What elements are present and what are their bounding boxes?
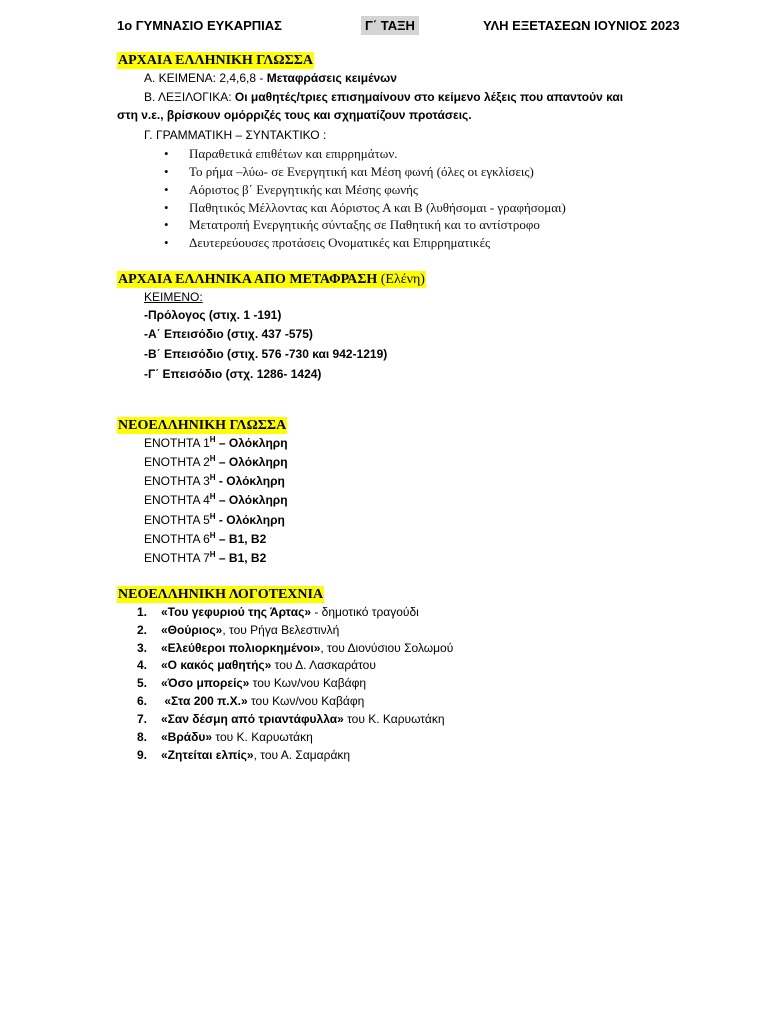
unit-row: ΕΝΟΤΗΤΑ $3^H$ - Ολόκληρη <box>144 473 285 488</box>
work-title: «Όσο μπορείς» <box>161 676 250 690</box>
bullet-icon: • <box>164 164 169 179</box>
unit-label: ΕΝΟΤΗΤΑ 1 <box>144 436 210 450</box>
vocab-line-2: στη ν.ε., βρίσκουν ομόρριζές τους και σχηματίζουν προτάσεις. <box>117 108 472 122</box>
texts-label: Α. ΚΕΙΜΕΝΑ: 2,4,6,8 - <box>144 71 264 85</box>
unit-content: - Ολόκληρη <box>215 513 285 527</box>
bullet-icon: • <box>164 182 169 197</box>
grammar-label: Γ. ΓΡΑΜΜΑΤΙΚΗ – ΣΥΝΤΑΚΤΙΚΟ : <box>144 128 327 142</box>
bullet-icon: • <box>164 200 169 215</box>
work-title: «Σαν δέσμη από τριαντάφυλλα» <box>161 712 344 726</box>
unit-row: ΕΝΟΤΗΤΑ $7^H - B1$, Β2 <box>144 550 267 565</box>
work-title: «Θούριος» <box>161 623 223 637</box>
literature-item: 8. «Βράδυ» του Κ. Καρυωτάκη <box>137 730 313 744</box>
class-label: Γ΄ ΤΑΞΗ <box>361 16 419 35</box>
work-author: του Κ. Καρυωτάκη <box>343 712 445 726</box>
unit-content: - Ολόκληρη <box>215 474 285 488</box>
unit-label: ΕΝΟΤΗΤΑ 3 <box>144 474 210 488</box>
document-page: 1ο ΓΥΜΝΑΣΙΟ ΕΥΚΑΡΠΙΑΣ Γ΄ ΤΑΞΗ ΥΛΗ ΕΞΕΤΑΣΕΩΝ ΙΟΥΝΙΟΣ 2023 ΑΡΧΑΙΑ ΕΛΛΗΝΙΚΗ ΓΛΩΣΣΑ Α. ΚΕΙΜΕΝΑ: 2,4,6,8 - Μεταφράσεις κειμένων Β. ΛΕΞΙΛΟΓΙΚΑ: Οι μαθητές/τριες επισημαίνουν στο κείμενο λέξεις που απαντούν και στη ν.ε., βρίσκουν ομόρριζές τους και σχηματίζουν προτάσεις. Γ. ΓΡΑΜΜΑΤΙΚΗ – ΣΥΝΤΑΚΤΙΚΟ : • Παραθετικά επιθέτων και επιρρημάτων. • Το ρήμα –λύω- σε Ενεργητική και Μέση φωνή (όλες οι εγκλίσεις) • Αόριστος β΄ Ενεργητικής και Μέσης φωνής • Παθητικός Μέλλοντας και Αόριστος Α και Β (λυθήσομαι - γραφήσομαι) • Μετατροπή Ενεργητικής σύνταξης σε Παθητική και το αντίστροφο • Δευτερεύουσες προτάσεις Ονοματικές και Επιρρηματικές ΑΡΧΑΙΑ ΕΛΛΗΝΙΚΑ ΑΠΟ ΜΕΤΑΦΡΑΣΗ (Ελένη) ΚΕΙΜΕΝΟ: -Πρόλογος (στιχ. 1 -191) -Α΄ Επεισόδιο (στιχ. 437 -575) -Β΄ Επεισόδιο (στιχ. 576 -730 και 942-1219) -Γ΄ Επεισόδιο (στχ. 1286- 1424) ΝΕΟΕΛΛΗΝΙΚΗ ΓΛΩΣΣΑ ΕΝΟΤΗΤΑ $1^H$ – Ολόκληρη ΕΝΟΤΗΤΑ $2^H$ – Ολόκληρη ΕΝΟΤΗΤΑ $3^H$ - Ολόκληρη ΕΝΟΤΗΤΑ $4^H$ – Ολόκληρη ΕΝΟΤΗΤΑ $5^H$ - Ολόκληρη ΕΝΟΤΗΤΑ $6^H - B1$, Β2 ΕΝΟΤΗΤΑ $7^H - B1$, Β2 ΝΕΟΕΛΛΗΝΙΚΗ ΛΟΓΟΤΕΧΝΙΑ 1. «Του γεφυριού της Άρτας» - δημοτικό τραγούδι 2. «Θούριος», του Ρήγα Βελεστινλή 3. «Ελεύθεροι πολιορκημένοι», του Διονύσιου Σολωμού 4. «Ο κακός μαθητής» του Δ. Λασκαράτου 5. «Όσο μπορείς» του Κων/νου Καβάφη 6. «Στα 200 π.Χ.» του Κων/νου Καβάφη 7. «Σαν δέσμη από τριαντάφυλλα» του Κ. Καρυωτάκη 8. «Βράδυ» του Κ. Καρυωτάκη 9. «Ζητείται ελπίς», του Α. Σαμαράκη <box>0 0 768 1024</box>
unit-label: ΕΝΟΤΗΤΑ 6 <box>144 532 210 546</box>
texts-line <box>144 70 397 86</box>
work-author: , του Διονύσιου Σολωμού <box>320 641 454 655</box>
heading-ancient-language: ΑΡΧΑΙΑ ΕΛΛΗΝΙΚΗ ΓΛΩΣΣΑ <box>118 53 314 68</box>
unit-row: ΕΝΟΤΗΤΑ $1^H$ – Ολόκληρη <box>144 435 288 450</box>
translation-item: -Α΄ Επεισόδιο (στιχ. 437 -575) <box>144 327 313 341</box>
unit-label: ΕΝΟΤΗΤΑ 4 <box>144 493 210 507</box>
page-header <box>0 16 768 36</box>
bullet-icon: • <box>164 217 169 232</box>
unit-label: ΕΝΟΤΗΤΑ 7 <box>144 551 210 565</box>
heading-modern-language: ΝΕΟΕΛΛΗΝΙΚΗ ΓΛΩΣΣΑ <box>118 418 287 433</box>
work-title: «Ο κακός μαθητής» <box>161 658 272 672</box>
literature-item: 9. «Ζητείται ελπίς», του Α. Σαμαράκη <box>137 748 351 762</box>
work-author: , του Α. Σαμαράκη <box>253 748 351 762</box>
vocab-text-1: Οι μαθητές/τριες επισημαίνουν στο κείμενο λέξεις που απαντούν και <box>234 90 624 104</box>
unit-content: – Ολόκληρη <box>215 436 288 450</box>
unit-content: – Ολόκληρη <box>215 455 288 469</box>
literature-item: 7. «Σαν δέσμη από τριαντάφυλλα» του Κ. Καρυωτάκη <box>137 712 445 726</box>
vocab-label: Β. ΛΕΞΙΛΟΓΙΚΑ: <box>144 90 232 104</box>
work-author: του Κ. Καρυωτάκη <box>212 730 313 744</box>
literature-item: 6. «Στα 200 π.Χ.» του Κων/νου Καβάφη <box>137 694 365 708</box>
literature-item: 5. «Όσο μπορείς» του Κων/νου Καβάφη <box>137 676 367 690</box>
work-author: , του Ρήγα Βελεστινλή <box>222 623 340 637</box>
texts-detail: Μεταφράσεις κειμένων <box>266 71 397 85</box>
work-author: του Κων/νου Καβάφη <box>247 694 365 708</box>
bullet-icon: • <box>164 235 169 250</box>
work-name: (Ελένη) <box>380 272 425 287</box>
unit-content: – Β1, Β2 <box>215 532 267 546</box>
work-title: «Στα 200 π.Χ.» <box>161 694 248 708</box>
work-title: «Ζητείται ελπίς» <box>161 748 254 762</box>
work-author: - δημοτικό τραγούδι <box>311 605 419 619</box>
literature-item: 2. «Θούριος», του Ρήγα Βελεστινλή <box>137 623 340 637</box>
unit-content: – Β1, Β2 <box>215 551 267 565</box>
heading-ancient-translation: ΑΡΧΑΙΑ ΕΛΛΗΝΙΚΑ ΑΠΟ ΜΕΤΑΦΡΑΣΗ (Ελένη) <box>118 272 425 287</box>
vocab-line-1 <box>144 89 623 105</box>
work-title: «Βράδυ» <box>161 730 213 744</box>
school-name: 1ο ΓΥΜΝΑΣΙΟ ΕΥΚΑΡΠΙΑΣ <box>117 18 282 33</box>
unit-row: ΕΝΟΤΗΤΑ $5^H$ - Ολόκληρη <box>144 512 285 527</box>
unit-content: – Ολόκληρη <box>215 493 288 507</box>
unit-label: ΕΝΟΤΗΤΑ 5 <box>144 513 210 527</box>
unit-label: ΕΝΟΤΗΤΑ 2 <box>144 455 210 469</box>
work-author: του Δ. Λασκαράτου <box>271 658 376 672</box>
bullet-icon: • <box>164 146 169 161</box>
literature-item: 1. «Του γεφυριού της Άρτας» - δημοτικό τραγούδι <box>137 605 419 619</box>
work-title: «Του γεφυριού της Άρτας» <box>161 605 311 619</box>
unit-row: ΕΝΟΤΗΤΑ $2^H$ – Ολόκληρη <box>144 454 288 469</box>
work-author: του Κων/νου Καβάφη <box>249 676 367 690</box>
unit-row: ΕΝΟΤΗΤΑ $6^H - B1$, Β2 <box>144 531 267 546</box>
exam-title: ΥΛΗ ΕΞΕΤΑΣΕΩΝ ΙΟΥΝΙΟΣ 2023 <box>483 18 680 33</box>
translation-item: -Β΄ Επεισόδιο (στιχ. 576 -730 και 942-1219) <box>144 347 388 361</box>
work-title: «Ελεύθεροι πολιορκημένοι» <box>161 641 321 655</box>
literature-item: 4. «Ο κακός μαθητής» του Δ. Λασκαράτου <box>137 658 376 672</box>
text-label: ΚΕΙΜΕΝΟ: <box>144 290 203 304</box>
translation-item: -Πρόλογος (στιχ. 1 -191) <box>144 308 282 322</box>
literature-item: 3. «Ελεύθεροι πολιορκημένοι», του Διονύσιου Σολωμού <box>137 641 454 655</box>
translation-item: -Γ΄ Επεισόδιο (στχ. 1286- 1424) <box>144 367 322 381</box>
unit-row: ΕΝΟΤΗΤΑ $4^H$ – Ολόκληρη <box>144 492 288 507</box>
heading-modern-literature: ΝΕΟΕΛΛΗΝΙΚΗ ΛΟΓΟΤΕΧΝΙΑ <box>118 587 324 602</box>
